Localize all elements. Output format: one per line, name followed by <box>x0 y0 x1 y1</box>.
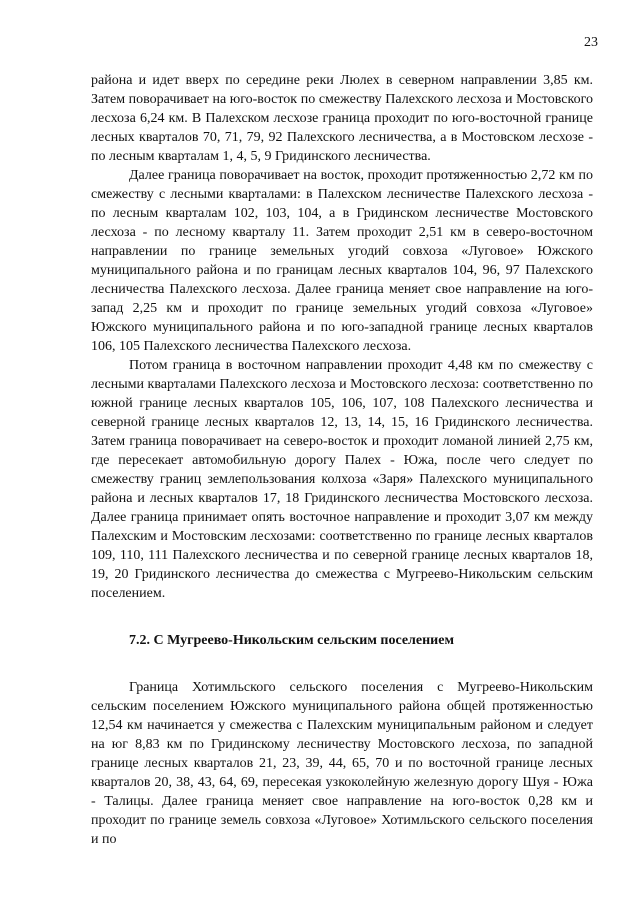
section-heading: 7.2. С Мугреево-Никольским сельским поселением <box>129 633 454 648</box>
page-number: 23 <box>584 35 598 50</box>
paragraph-east-direction: Потом граница в восточном направлении проходит 4,48 км по смежеству с лесными кварталами Палехского лесхоза и Мостовского лесхоза: соответственно по южной границе лесных кварталов 105, 106, 107, 108 Палехского лесничества и северной границе лесных кварталов 12, 13, 14, 15, 16 Гридинского лесничества. Затем граница поворачивает на северо-восток и проходит ломаной линией 2,75 км, где пересекает автомобильную дорогу Палех - Южа, после чего следует по смежеству границ землепользования колхоза «Заря» Палехского муниципального района и лесных кварталов 17, 18 Гридинского лесничества Мостовского лесхоза. Далее граница принимает опять восточное направление и проходит 3,07 км между Палехским и Мостовским лесхозами: соответственно по границе лесных кварталов 109, 110, 111 Палехского лесничества и по северной границе лесных кварталов 18, 19, 20 Гридинского лесничества до смежества с Мугреево-Никольским сельским поселением. <box>91 358 593 601</box>
paragraph-east-turn: Далее граница поворачивает на восток, проходит протяженностью 2,72 км по смежеству с лесными кварталами: в Палехском лесничестве Палехского лесхоза - по лесным кварталам 102, 103, 104, а в Гридинском лесничестве Мостовского лесхоза - по лесному кварталу 11. Затем проходит 2,51 км в северо-восточном направлении по границе земельных угодий совхоза «Луговое» Южского муниципального района и по границам лесных кварталов 104, 96, 97 Палехского лесничества Палехского лесхоза. Далее граница меняет свое направление на юго-запад 2,25 км и проходит по границе земельных угодий совхоза «Луговое» Южского муниципального района и по юго-западной границе лесных кварталов 106, 105 Палехского лесничества Палехского лесхоза. <box>91 168 593 354</box>
paragraph-continuation: района и идет вверх по середине реки Люлех в северном направлении 3,85 км. Затем поворачивает на юго-восток по смежеству Палехского лесхоза и Мостовского лесхоза 6,24 км. В Палехском лесхозе граница проходит по юго-восточной границе лесных кварталов 70, 71, 79, 92 Палехского лесничества, а в Мостовском лесхозе - по лесным кварталам 1, 4, 5, 9 Гридинского лесничества. <box>91 73 593 164</box>
section-paragraph: Граница Хотимльского сельского поселения с Мугреево-Никольским сельским поселением Южского муниципального района общей протяженностью 12,54 км начинается у смежества с Палехским муниципальным районом и следует на юг 8,83 км по Гридинскому лесничеству Мостовского лесхоза, по западной границе лесных кварталов 21, 23, 39, 44, 65, 70 и по восточной границе лесных кварталов 20, 38, 43, 64, 69, пересекая узкоколейную железную дорогу Шуя - Южа - Талицы. Далее граница меняет свое направление на юго-восток 0,28 км и проходит по границе земель совхоза «Луговое» Хотимльского сельского поселения и по <box>91 680 593 847</box>
document-body <box>91 71 593 849</box>
